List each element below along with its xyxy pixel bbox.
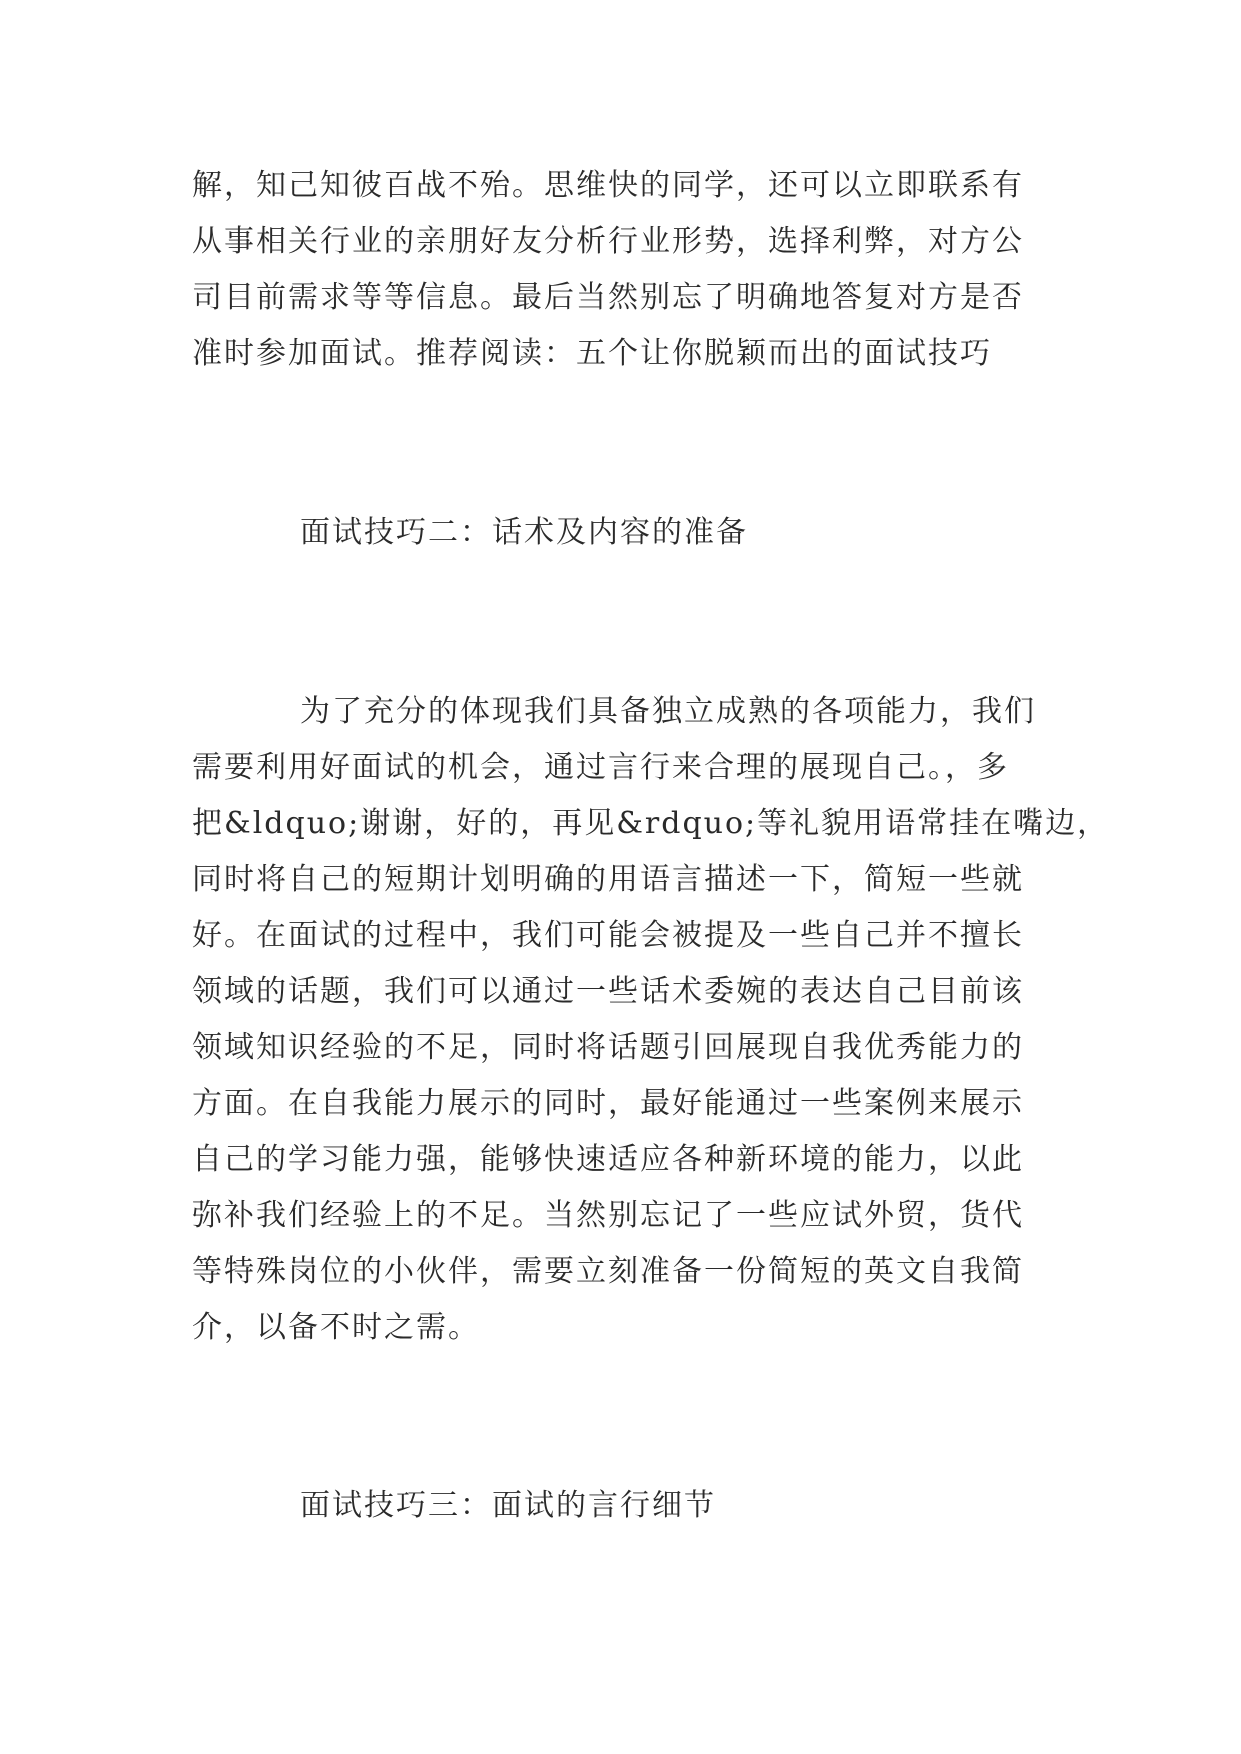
section-heading-2: 面试技巧二：话术及内容的准备 [300, 515, 748, 550]
section-heading-3: 面试技巧三：面试的言行细节 [300, 1488, 716, 1523]
paragraph-2-line-11: 等特殊岗位的小伙伴，需要立刻准备一份简短的英文自我简 [192, 1254, 1024, 1289]
paragraph-2-line-5: 好。在面试的过程中，我们可能会被提及一些自己并不擅长 [192, 918, 1024, 953]
paragraph-1-line-4: 准时参加面试。推荐阅读：五个让你脱颖而出的面试技巧 [192, 336, 992, 371]
paragraph-2-line-1: 为了充分的体现我们具备独立成熟的各项能力，我们 [300, 694, 1036, 729]
paragraph-2-line-4: 同时将自己的短期计划明确的用语言描述一下，简短一些就 [192, 862, 1024, 897]
paragraph-2-line-12: 介，以备不时之需。 [192, 1310, 480, 1345]
paragraph-2-line-9: 自己的学习能力强，能够快速适应各种新环境的能力，以此 [192, 1142, 1024, 1177]
paragraph-2-line-6: 领域的话题，我们可以通过一些话术委婉的表达自己目前该 [192, 974, 1024, 1009]
paragraph-1-line-1: 解，知己知彼百战不殆。思维快的同学，还可以立即联系有 [192, 168, 1024, 203]
paragraph-1-line-3: 司目前需求等等信息。最后当然别忘了明确地答复对方是否 [192, 280, 1024, 315]
paragraph-2-line-8: 方面。在自我能力展示的同时，最好能通过一些案例来展示 [192, 1086, 1024, 1121]
paragraph-1-line-2: 从事相关行业的亲朋好友分析行业形势，选择利弊，对方公 [192, 224, 1024, 259]
paragraph-2-line-2: 需要利用好面试的机会，通过言行来合理的展现自己。，多 [192, 750, 1009, 785]
paragraph-2-line-10: 弥补我们经验上的不足。当然别忘记了一些应试外贸，货代 [192, 1198, 1024, 1233]
paragraph-2-line-3: 把&ldquo;谢谢，好的，再见&rdquo;等礼貌用语常挂在嘴边， [192, 806, 1110, 841]
paragraph-2-line-7: 领域知识经验的不足，同时将话题引回展现自我优秀能力的 [192, 1030, 1024, 1065]
